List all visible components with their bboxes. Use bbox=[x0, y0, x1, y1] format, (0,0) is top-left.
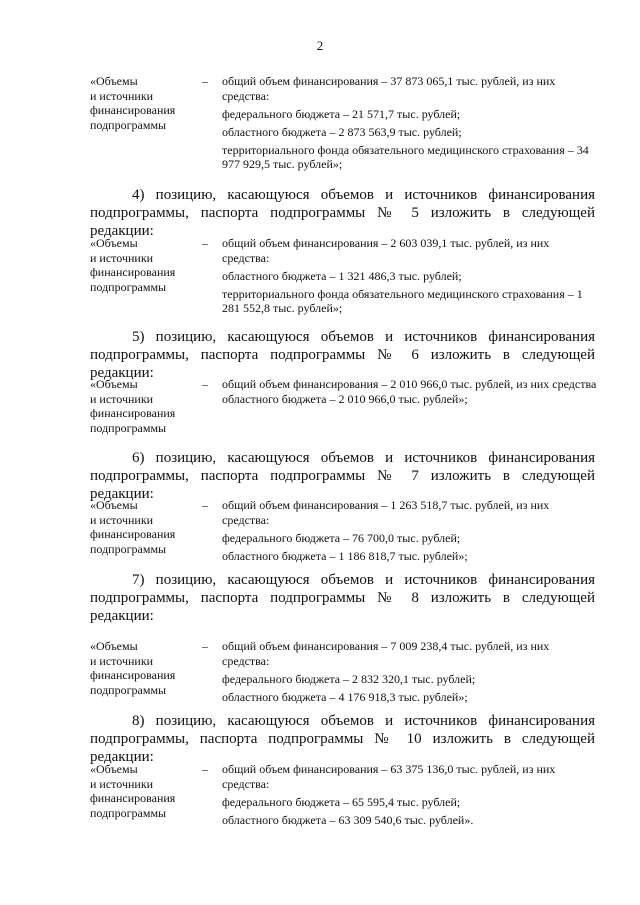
financing-regional: областного бюджета – 4 176 918,3 тыс. рублей»; bbox=[222, 689, 468, 704]
amendment-paragraph-6: 6) позицию, касающуюся объемов и источников финансирования подпрограммы, паспорта подпрограммы № 7 изложить в следующей редакции: bbox=[90, 450, 595, 502]
amendment-paragraph-8: 8) позицию, касающуюся объемов и источников финансирования подпрограммы, паспорта подпрограммы № 10 изложить в следующей редакции: bbox=[90, 713, 595, 765]
financing-values bbox=[222, 639, 597, 708]
financing-federal: федерального бюджета – 2 832 320,1 тыс. рублей; bbox=[222, 671, 476, 686]
financing-federal: федерального бюджета – 65 595,4 тыс. рублей; bbox=[222, 794, 461, 809]
financing-block-subprogram-5 bbox=[90, 236, 595, 316]
financing-regional: областного бюджета – 63 309 540,6 тыс. рублей». bbox=[222, 812, 474, 827]
financing-block-subprogram-8 bbox=[90, 639, 595, 704]
financing-block-subprogram-6 bbox=[90, 377, 595, 437]
label-dash: – bbox=[202, 639, 208, 653]
amendment-paragraph-4: 4) позицию, касающуюся объемов и источников финансирования подпрограммы, паспорта подпрограммы № 5 изложить в следующей редакции: bbox=[90, 187, 595, 239]
financing-label: «Объемы и источники финансирования подпрограммы bbox=[90, 74, 176, 132]
financing-block-subprogram-7 bbox=[90, 498, 595, 563]
financing-regional: областного бюджета – 1 321 486,3 тыс. рублей; bbox=[222, 268, 462, 283]
financing-federal: федерального бюджета – 21 571,7 тыс. рублей; bbox=[222, 106, 461, 121]
financing-total: общий объем финансирования – 7 009 238,4 тыс. рублей, из них средства: bbox=[222, 639, 550, 668]
financing-label: «Объемы и источники финансирования подпрограммы bbox=[90, 236, 176, 294]
financing-block-continued bbox=[90, 74, 595, 172]
page-number: 2 bbox=[316, 38, 324, 53]
financing-total: общий объем финансирования – 2 603 039,1 тыс. рублей, из них средства: bbox=[222, 236, 550, 265]
financing-values bbox=[222, 377, 597, 410]
label-dash: – bbox=[202, 74, 208, 88]
label-dash: – bbox=[202, 762, 208, 776]
financing-label: «Объемы и источники финансирования подпрограммы bbox=[90, 377, 176, 435]
financing-block-subprogram-10 bbox=[90, 762, 595, 826]
amendment-paragraph-5: 5) позицию, касающуюся объемов и источников финансирования подпрограммы, паспорта подпрограммы № 6 изложить в следующей редакции: bbox=[90, 329, 595, 381]
financing-label: «Объемы и источники финансирования подпрограммы bbox=[90, 762, 176, 820]
financing-total: общий объем финансирования – 2 010 966,0 тыс. рублей, из них средства областного бюджета – 2 010 966,0 тыс. рублей»; bbox=[222, 377, 597, 406]
label-dash: – bbox=[202, 498, 208, 512]
financing-total: общий объем финансирования – 37 873 065,1 тыс. рублей, из них средства: bbox=[222, 74, 556, 103]
financing-values bbox=[222, 236, 597, 319]
financing-values bbox=[222, 498, 597, 567]
financing-insurance-fund: территориального фонда обязательного медицинского страхования – 34 977 929,5 тыс. рублей»; bbox=[222, 142, 589, 171]
label-dash: – bbox=[202, 377, 208, 391]
financing-values bbox=[222, 74, 597, 175]
financing-regional: областного бюджета – 2 873 563,9 тыс. рублей; bbox=[222, 124, 462, 139]
financing-values bbox=[222, 762, 597, 831]
label-dash: – bbox=[202, 236, 208, 250]
financing-total: общий объем финансирования – 63 375 136,0 тыс. рублей, из них средства: bbox=[222, 762, 556, 791]
financing-label: «Объемы и источники финансирования подпрограммы bbox=[90, 498, 176, 556]
financing-insurance-fund: территориального фонда обязательного медицинского страхования – 1 281 552,8 тыс. рублей»; bbox=[222, 286, 583, 315]
financing-total: общий объем финансирования – 1 263 518,7 тыс. рублей, из них средства: bbox=[222, 498, 550, 527]
financing-label: «Объемы и источники финансирования подпрограммы bbox=[90, 639, 176, 697]
amendment-paragraph-7: 7) позицию, касающуюся объемов и источников финансирования подпрограммы, паспорта подпрограммы № 8 изложить в следующей редакции: bbox=[90, 572, 595, 624]
financing-federal: федерального бюджета – 76 700,0 тыс. рублей; bbox=[222, 530, 461, 545]
financing-regional: областного бюджета – 1 186 818,7 тыс. рублей»; bbox=[222, 548, 468, 563]
